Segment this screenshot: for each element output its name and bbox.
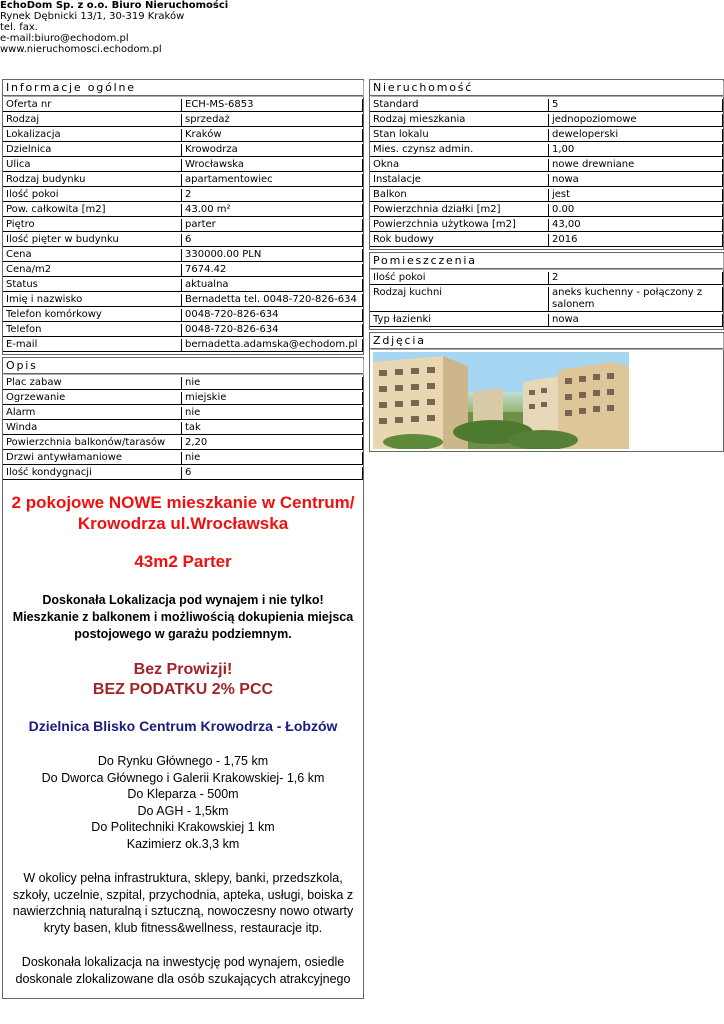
room-row bbox=[370, 272, 723, 285]
building-photo-image bbox=[373, 352, 629, 449]
agency-header bbox=[0, 0, 228, 55]
feature-value: nie bbox=[182, 407, 363, 420]
feature-label: Winda bbox=[3, 422, 182, 435]
room-label: Typ łazienki bbox=[370, 314, 549, 327]
distance-item: Do AGH - 1,5km bbox=[137, 803, 229, 818]
property-label: Powierzchnia działki [m2] bbox=[370, 204, 549, 217]
feature-label: Alarm bbox=[3, 407, 182, 420]
info-row bbox=[3, 279, 363, 292]
distance-item: Do Rynku Głównego - 1,75 km bbox=[97, 754, 269, 768]
company-email: e-mail:biuro@echodom.pl bbox=[0, 33, 129, 44]
info-value: bernadetta.adamska@echodom.pl bbox=[182, 339, 363, 352]
property-value: 2016 bbox=[549, 234, 723, 247]
room-value: nowa bbox=[549, 314, 723, 327]
left-column bbox=[2, 79, 364, 1001]
info-value: ECH-MS-6853 bbox=[182, 99, 363, 112]
property-row bbox=[370, 219, 723, 232]
feature-row bbox=[3, 437, 363, 450]
info-value: 0048-720-826-634 bbox=[182, 309, 363, 322]
district-heading: Dzielnica Blisko Centrum Krowodrza - Łobzów bbox=[28, 718, 338, 734]
description-area-floor: 43m2 Parter bbox=[134, 552, 232, 571]
room-label: Rodzaj kuchni bbox=[370, 287, 549, 312]
feature-value: miejskie bbox=[182, 392, 363, 405]
neighborhood-paragraph: W okolicy pełna infrastruktura, sklepy, banki, przedszkola, szkoły, uczelnie, szpital, przychodnia, apteka, usługi, boiska z nawierzchnią naturalną i sztuczną, nowoczesny nowo otwarty kryty basen, klub fitness&wellness, restauracje itp. bbox=[12, 871, 354, 935]
info-row bbox=[3, 174, 363, 187]
info-row bbox=[3, 219, 363, 232]
distance-item: Kazimierz ok.3,3 km bbox=[126, 836, 240, 851]
info-label: Telefon bbox=[3, 324, 182, 337]
info-label: Ilość pokoi bbox=[3, 189, 182, 202]
feature-label: Plac zabaw bbox=[3, 377, 182, 390]
info-label: Piętro bbox=[3, 219, 182, 232]
distance-item: Do Dworca Głównego i Galerii Krakowskiej- 1,6 km bbox=[41, 770, 325, 785]
general-info-section bbox=[2, 79, 364, 355]
info-label: Lokalizacja bbox=[3, 129, 182, 142]
rooms-table bbox=[370, 270, 723, 329]
info-row bbox=[3, 129, 363, 142]
room-value: aneks kuchenny - połączony z salonem bbox=[549, 287, 723, 312]
investment-paragraph: Doskonała lokalizacja na inwestycję pod wynajem, osiedle doskonale zlokalizowane dla osób szukających atrakcyjnego bbox=[15, 955, 351, 986]
info-label: Dzielnica bbox=[3, 144, 182, 157]
feature-value: 6 bbox=[182, 467, 363, 480]
distance-item: Do Politechniki Krakowskiej 1 km bbox=[91, 820, 275, 834]
property-label: Stan lokalu bbox=[370, 129, 549, 142]
room-value: 2 bbox=[549, 272, 723, 285]
property-photo[interactable] bbox=[373, 352, 629, 449]
info-value: Bernadetta tel. 0048-720-826-634 bbox=[182, 294, 363, 307]
description-headline: 2 pokojowe NOWE mieszkanie w Centrum/ Krowodrza ul.Wrocławska bbox=[11, 493, 355, 533]
property-label: Balkon bbox=[370, 189, 549, 202]
property-row bbox=[370, 159, 723, 172]
info-value: 7674.42 bbox=[182, 264, 363, 277]
info-row bbox=[3, 294, 363, 307]
info-row bbox=[3, 234, 363, 247]
room-row bbox=[370, 287, 723, 312]
room-label: Ilość pokoi bbox=[370, 272, 549, 285]
info-label: Ulica bbox=[3, 159, 182, 172]
feature-label: Powierzchnia balkonów/tarasów bbox=[3, 437, 182, 450]
info-row bbox=[3, 189, 363, 202]
property-title: Nieruchomość bbox=[370, 80, 723, 96]
feature-label: Ilość kondygnacji bbox=[3, 467, 182, 480]
feature-row bbox=[3, 407, 363, 420]
feature-label: Drzwi antywłamaniowe bbox=[3, 452, 182, 465]
property-row bbox=[370, 174, 723, 187]
promo-no-commission: Bez Prowizji! bbox=[133, 661, 233, 678]
feature-value: tak bbox=[182, 422, 363, 435]
info-value: 0048-720-826-634 bbox=[182, 324, 363, 337]
property-label: Okna bbox=[370, 159, 549, 172]
property-section bbox=[369, 79, 724, 250]
property-label: Rodzaj mieszkania bbox=[370, 114, 549, 127]
info-row bbox=[3, 144, 363, 157]
property-label: Standard bbox=[370, 99, 549, 112]
feature-value: nie bbox=[182, 377, 363, 390]
info-row bbox=[3, 324, 363, 337]
info-label: Cena/m2 bbox=[3, 264, 182, 277]
property-value: nowe drewniane bbox=[549, 159, 723, 172]
feature-row bbox=[3, 452, 363, 465]
feature-row bbox=[3, 392, 363, 405]
property-row bbox=[370, 189, 723, 202]
company-name: EchoDom Sp. z o.o. Biuro Nieruchomości bbox=[0, 0, 229, 11]
highlight-line-1: Doskonała Lokalizacja pod wynajem i nie tylko! bbox=[42, 593, 324, 607]
distance-item: Do Kleparza - 500m bbox=[127, 787, 239, 801]
info-row bbox=[3, 114, 363, 127]
info-value: aktualna bbox=[182, 279, 363, 292]
photos-section bbox=[369, 332, 724, 452]
property-label: Powierzchnia użytkowa [m2] bbox=[370, 219, 549, 232]
info-row bbox=[3, 204, 363, 217]
info-value: 43.00 m² bbox=[182, 204, 363, 217]
property-value: nowa bbox=[549, 174, 723, 187]
right-column bbox=[369, 79, 724, 454]
info-label: Oferta nr bbox=[3, 99, 182, 112]
company-phone: tel. fax. bbox=[0, 22, 38, 33]
info-row bbox=[3, 339, 363, 352]
company-address: Rynek Dębnicki 13/1, 30-319 Kraków bbox=[0, 11, 185, 22]
description-title: Opis bbox=[3, 358, 363, 374]
info-value: 6 bbox=[182, 234, 363, 247]
property-label: Instalacje bbox=[370, 174, 549, 187]
general-info-table bbox=[3, 97, 363, 354]
features-table bbox=[3, 375, 363, 482]
property-row bbox=[370, 144, 723, 157]
info-label: Rodzaj budynku bbox=[3, 174, 182, 187]
info-value: Wrocławska bbox=[182, 159, 363, 172]
feature-row bbox=[3, 422, 363, 435]
info-row bbox=[3, 99, 363, 112]
info-label: E-mail bbox=[3, 339, 182, 352]
description-section bbox=[2, 357, 364, 999]
property-row bbox=[370, 204, 723, 217]
general-info-title: Informacje ogólne bbox=[3, 80, 363, 96]
info-label: Telefon komórkowy bbox=[3, 309, 182, 322]
info-value: sprzedaż bbox=[182, 114, 363, 127]
distances-list bbox=[7, 753, 359, 852]
property-label: Mies. czynsz admin. bbox=[370, 144, 549, 157]
property-row bbox=[370, 114, 723, 127]
promo-block bbox=[7, 660, 359, 700]
info-row bbox=[3, 159, 363, 172]
property-value: deweloperski bbox=[549, 129, 723, 142]
info-row bbox=[3, 264, 363, 277]
promo-no-tax: BEZ PODATKU 2% PCC bbox=[92, 681, 274, 698]
info-value: 2 bbox=[182, 189, 363, 202]
property-value: 1,00 bbox=[549, 144, 723, 157]
info-label: Cena bbox=[3, 249, 182, 262]
info-label: Rodzaj bbox=[3, 114, 182, 127]
info-row bbox=[3, 309, 363, 322]
company-website[interactable]: www.nieruchomosci.echodom.pl bbox=[0, 44, 162, 55]
info-row bbox=[3, 249, 363, 262]
highlight-line-2: Mieszkanie z balkonem i możliwością dokupienia miejsca postojowego w garażu podziemnym. bbox=[12, 610, 354, 641]
feature-value: nie bbox=[182, 452, 363, 465]
feature-label: Ogrzewanie bbox=[3, 392, 182, 405]
info-label: Pow. całkowita [m2] bbox=[3, 204, 182, 217]
info-label: Status bbox=[3, 279, 182, 292]
feature-value: 2,20 bbox=[182, 437, 363, 450]
property-value: 5 bbox=[549, 99, 723, 112]
rooms-section bbox=[369, 252, 724, 330]
feature-row bbox=[3, 377, 363, 390]
photos-title: Zdjęcia bbox=[370, 333, 723, 349]
property-row bbox=[370, 129, 723, 142]
description-highlight bbox=[7, 592, 359, 643]
info-value: Krowodrza bbox=[182, 144, 363, 157]
info-label: Ilość pięter w budynku bbox=[3, 234, 182, 247]
property-table bbox=[370, 97, 723, 249]
info-value: 330000.00 PLN bbox=[182, 249, 363, 262]
room-row bbox=[370, 314, 723, 327]
property-value: jednopoziomowe bbox=[549, 114, 723, 127]
property-row bbox=[370, 234, 723, 247]
info-value: Kraków bbox=[182, 129, 363, 142]
property-value: 0.00 bbox=[549, 204, 723, 217]
property-value: 43,00 bbox=[549, 219, 723, 232]
info-value: parter bbox=[182, 219, 363, 232]
description-text bbox=[3, 492, 363, 987]
feature-row bbox=[3, 467, 363, 480]
info-value: apartamentowiec bbox=[182, 174, 363, 187]
property-value: jest bbox=[549, 189, 723, 202]
property-row bbox=[370, 99, 723, 112]
rooms-title: Pomieszczenia bbox=[370, 253, 723, 269]
info-label: Imię i nazwisko bbox=[3, 294, 182, 307]
property-label: Rok budowy bbox=[370, 234, 549, 247]
